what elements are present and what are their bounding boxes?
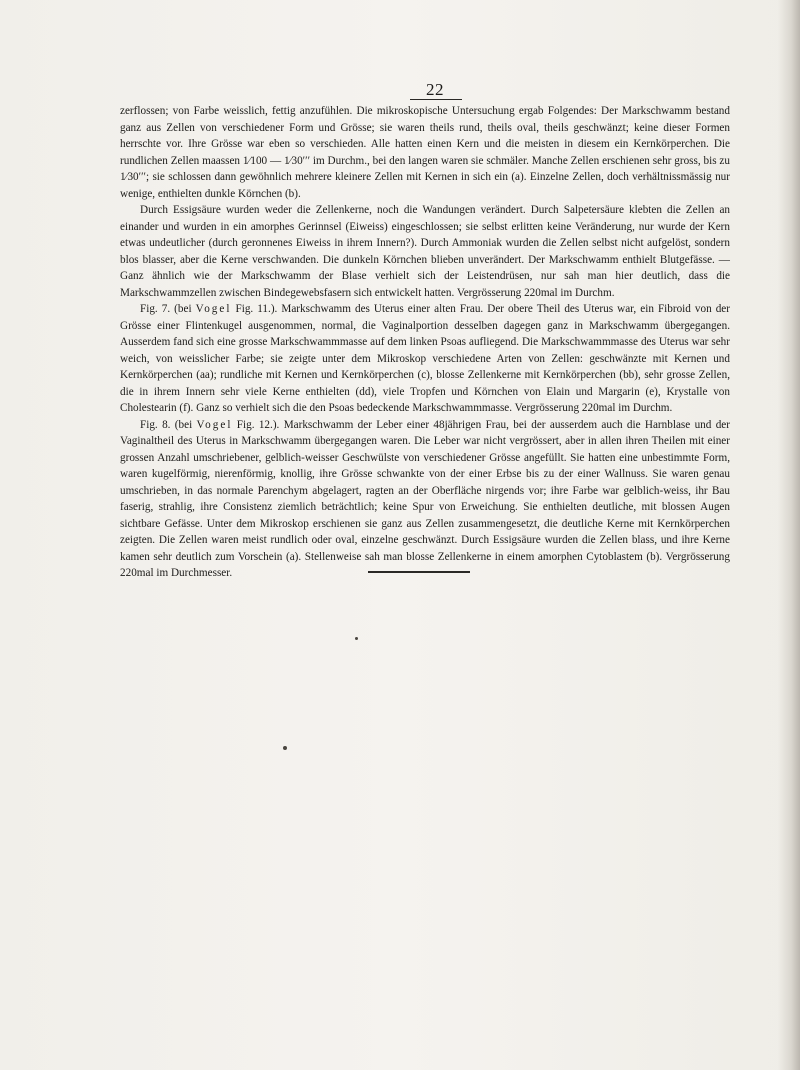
- section-end-rule: [368, 571, 470, 573]
- paragraph-fig-7: [120, 301, 730, 417]
- author-name: Vogel: [195, 303, 232, 315]
- paragraph-fig-8: [120, 417, 730, 582]
- paragraph-text: Markschwamm des Uterus einer alten Frau. Der obere Theil des Uterus war, ein Fibroid von der Grösse einer Flintenkugel ausgenommen, normal, die Vaginalportion desselben dagegen ganz in Markschwamm übergegangen. Ausserdem fand sich eine grosse Markschwammmasse auf dem linken Psoas aufliegend. Die Markschwammmasse des Uterus war sehr weich, von weisslicher Farbe; sie zeigte unter dem Mikroskop verschiedene Arten von Zellen: geschwänzte mit Kernen und Kernkörperchen (aa); rundliche mit Kernen und Kernkörperchen (c), blosse Zellenkerne mit Kernkörperchen (bb), sehr grosse Zellen, die in ihrem Innern sehr viele Kerne enthielten (dd), viele Tropfen und Körnchen von Elain und Margarin (e), Krystalle von Cholestearin (f). Ganz so verhielt sich die den Psoas bedeckende Markschwammmasse. Vergrösserung 220mal im Durchm.: [120, 303, 730, 414]
- figure-label: Fig. 7. (bei: [140, 303, 196, 315]
- figure-label: Fig. 8. (bei: [140, 418, 197, 431]
- page-number: 22: [426, 80, 444, 99]
- paragraph-2: [120, 202, 730, 301]
- paragraph-text: zerflossen; von Farbe weisslich, fettig anzufühlen. Die mikroskopische Untersuchung ergab Folgendes: Der Markschwamm bestand ganz aus Zellen von verschiedener Form und Grösse; sie waren theils rund, theils oval, theils geschwänzt; keine dieser Formen herrschte vor. Ihre Grösse war eben so verschieden. Alle hatten einen Kern und die meisten in diesem ein Kernkörperchen. Die rundlichen Zellen maassen 1⁄100 — 1⁄30′′′ im Durchm., bei den langen waren sie schmäler. Manche Zellen erschienen sehr gross, bis zu 1⁄30′′′; sie schlossen dann gewöhnlich mehrere kleinere Zellen mit Kernen in sich ein (a). Einzelne Zellen, doch verhältnissmässig nur wenige, enthielten dunkle Körnchen (b).: [120, 105, 730, 200]
- page-number-rule: [410, 99, 462, 100]
- author-name: Vogel: [196, 418, 233, 431]
- paragraph-text: Markschwamm der Leber einer 48jährigen Frau, bei der ausserdem auch die Harnblase und der Vaginaltheil des Uterus in Markschwamm übergegangen waren. Die Leber war nicht vergrössert, aber in allen ihren Theilen mit einer grossen Anzahl umschriebener, gelblich-weisser Geschwülste von verschiedener Grösse angefüllt. Sie hatten eine unbestimmte Form, waren kugelförmig, nierenförmig, knollig, ihre Grösse schwankte von der einer Erbse bis zu der einer Wallnuss. Sie waren genau umschrieben, in das normale Parenchym abgelagert, ragten an der Oberfläche nirgends vor; ihre Farbe war gelblich-weiss, ihr Bau faserig, strahlig, ihre Consistenz ziemlich beträchtlich; keine Spur von Erweichung. Sie enthielten deutliche, mit blossen Augen sichtbare Gefässe. Unter dem Mikroskop erschienen sie ganz aus Zellen zusammengesetzt, die deutliche Kerne mit Kernkörperchen zeigten. Die Zellen waren meist rundlich oder oval, einzelne geschwänzt. Durch Essigsäure wurden die Zellen blass, und ihre Kerne kamen sehr deutlich zum Vorschein (a). Stellenweise sah man blosse Zellenkerne in einem amorphen Cytoblastem (b). Vergrösserung 220mal im Durchmesser.: [120, 418, 730, 579]
- ink-speck: [283, 746, 287, 750]
- ink-speck: [355, 637, 358, 640]
- paragraph-1: [120, 103, 730, 202]
- figure-reference: Fig. 11.).: [231, 303, 278, 315]
- page-edge-shadow: [778, 0, 800, 1070]
- body-text: [120, 103, 730, 582]
- figure-reference: Fig. 12.).: [232, 418, 280, 431]
- paragraph-text: Durch Essigsäure wurden weder die Zellenkerne, noch die Wandungen verändert. Durch Salpetersäure klebten die Zellen an einander und wurden in ein amorphes Gerinnsel (Eiweiss) eingeschlossen; sie selbst erlitten keine Veränderung, nur wurde der Kern etwas undeutlicher (durch geronnenes Eiweiss in ihrem Innern?). Durch Ammoniak wurden die Zellen selbst nicht aufgelöst, sondern blos blasser, aber die Kerne verschwanden. Die dunkeln Körnchen blieben unverändert. Der Markschwamm enthielt Blutgefässe. — Ganz ähnlich wie der Markschwamm der Blase verhielt sich der Leistendrüsen, nur sah man hier deutlich, dass die Markschwammzellen zwischen Bindegewebsfasern sich entwickelt hatten. Vergrösserung 220mal im Durchm.: [120, 204, 730, 299]
